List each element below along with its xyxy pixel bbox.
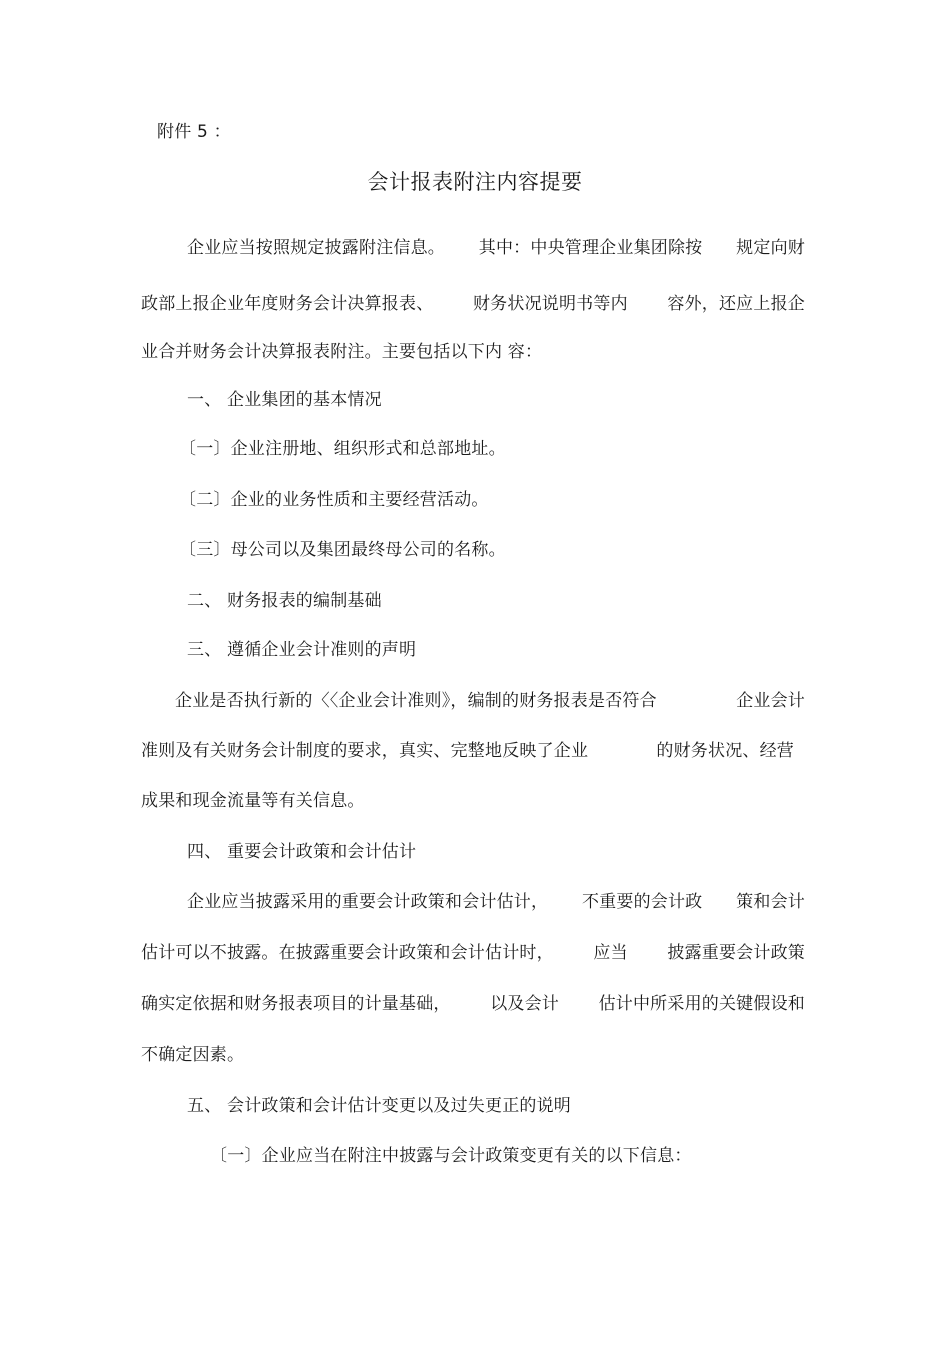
section-3-line-1-part-1: 企业是否执行新的〈〈企业会计准则》，编制的财务报表是否符合 (175, 691, 657, 711)
section-4-line-1-part-3: 策和会计 (736, 892, 805, 912)
section-3-line-2-part-1: 准则及有关财务会计制度的要求，真实、完整地反映了企业 (141, 741, 589, 761)
section-3-line-2-part-2: 的财务状况、经营 (656, 741, 794, 761)
section-3-line-1-part-2: 企业会计 (736, 691, 805, 711)
section-4-line-1 (187, 890, 805, 914)
section-4-line-2 (141, 941, 805, 965)
section-4-line-1-part-2: 不重要的会计政 (581, 892, 703, 912)
intro-line-2-part-3: 容外，还应上报企 (667, 294, 805, 314)
intro-line-1-part-2: 其中：中央管理企业集团除按 (478, 238, 703, 258)
section-1-item-3: 〔三〕母公司以及集团最终母公司的名称。 (179, 540, 506, 560)
section-2-heading: 二、 财务报表的编制基础 (187, 591, 382, 611)
section-1-item-1: 〔一〕企业注册地、组织形式和总部地址。 (179, 439, 506, 459)
intro-line-2 (141, 292, 805, 316)
attachment-label: 附件 5 ： (157, 122, 231, 142)
section-4-line-3-part-2: 以及会计 (490, 994, 559, 1014)
intro-line-3: 业合并财务会计决算报表附注。主要包括以下内 容： (141, 342, 543, 362)
intro-line-1-part-3: 规定向财 (736, 238, 805, 258)
section-1-heading: 一、 企业集团的基本情况 (187, 390, 382, 410)
section-4-line-1-part-1: 企业应当披露采用的重要会计政策和会计估计， (187, 892, 549, 912)
section-4-line-3 (141, 992, 805, 1016)
section-3-line-1 (175, 689, 805, 713)
section-3-line-3: 成果和现金流量等有关信息。 (141, 791, 365, 811)
section-5-subitem-1: 〔一〕企业应当在附注中披露与会计政策变更有关的以下信息： (210, 1146, 692, 1166)
section-4-line-3-part-1: 确实定依据和财务报表项目的计量基础， (141, 994, 451, 1014)
document-title: 会计报表附注内容提要 (367, 170, 583, 194)
section-4-line-4: 不确定因素。 (141, 1045, 245, 1065)
section-4-line-2-part-2: 应当 (593, 943, 628, 963)
section-4-heading: 四、 重要会计政策和会计估计 (187, 842, 417, 862)
intro-line-1 (187, 236, 805, 260)
section-4-line-2-part-3: 披露重要会计政策 (667, 943, 805, 963)
section-3-line-2 (141, 739, 794, 763)
intro-line-2-part-2: 财务状况说明书等内 (472, 294, 628, 314)
intro-line-1-part-1: 企业应当按照规定披露附注信息。 (187, 238, 445, 258)
section-5-heading: 五、 会计政策和会计估计变更以及过失更正的说明 (187, 1096, 572, 1116)
section-4-line-2-part-1: 估计可以不披露。在披露重要会计政策和会计估计时， (141, 943, 554, 963)
section-3-heading: 三、 遵循企业会计准则的声明 (187, 640, 417, 660)
intro-line-2-part-1: 政部上报企业年度财务会计决算报表、 (141, 294, 434, 314)
section-1-item-2: 〔二〕企业的业务性质和主要经营活动。 (179, 490, 489, 510)
section-4-line-3-part-3: 估计中所采用的关键假设和 (598, 994, 805, 1014)
